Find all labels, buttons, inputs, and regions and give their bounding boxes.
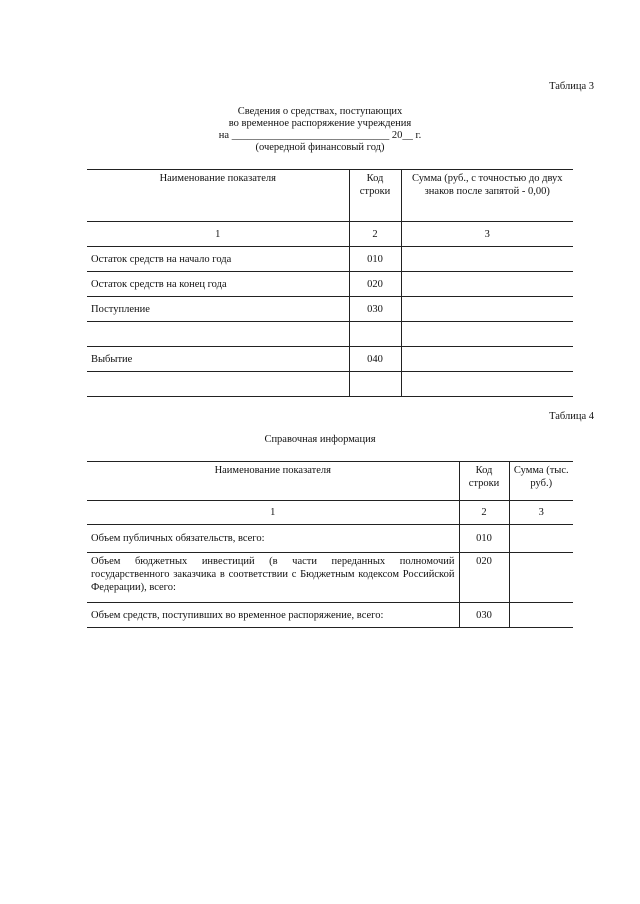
table3-col-sum: Сумма (руб., с точностью до двух знаков после запятой - 0,00) <box>401 170 573 222</box>
table3-col-name: Наименование показателя <box>87 170 349 222</box>
table3-header-row <box>87 170 573 222</box>
row-name: Остаток средств на конец года <box>87 272 349 297</box>
table3-col-code: Код строки <box>349 170 401 222</box>
table4 <box>87 461 573 628</box>
row-name: Остаток средств на начало года <box>87 247 349 272</box>
table4-colnum-1: 1 <box>87 501 459 525</box>
table4-title: Справочная информация <box>264 434 376 445</box>
table-row <box>87 272 573 297</box>
row-name: Поступление <box>87 297 349 322</box>
table-row <box>87 525 573 553</box>
row-sum <box>509 553 573 603</box>
row-sum <box>401 247 573 272</box>
table4-colnum-2: 2 <box>459 501 509 525</box>
row-name: Объем бюджетных инвестиций (в части переданных полномочий государственного заказчика в соответствии с Бюджетным кодексом Российской Федерации), всего: <box>87 553 459 603</box>
row-code: 010 <box>349 247 401 272</box>
table-row <box>87 603 573 628</box>
row-code: 020 <box>459 553 509 603</box>
table3-title <box>150 106 490 154</box>
row-name: Объем публичных обязательств, всего: <box>87 525 459 553</box>
table4-colnum-3: 3 <box>509 501 573 525</box>
table3 <box>87 169 573 397</box>
table4-col-sum: Сумма (тыс. руб.) <box>509 462 573 501</box>
table3-colnum-1: 1 <box>87 222 349 247</box>
table3-number-row <box>87 222 573 247</box>
table3-colnum-3: 3 <box>401 222 573 247</box>
row-sum <box>401 272 573 297</box>
table4-col-name: Наименование показателя <box>87 462 459 501</box>
row-code: 010 <box>459 525 509 553</box>
table4-number-row <box>87 501 573 525</box>
row-sum <box>401 372 573 397</box>
row-name <box>87 322 349 347</box>
table4-label: Таблица 4 <box>549 411 594 422</box>
row-sum <box>401 297 573 322</box>
row-code <box>349 322 401 347</box>
table-row <box>87 553 573 603</box>
table4-col-code: Код строки <box>459 462 509 501</box>
table3-title-line2: во временное распоряжение учреждения <box>228 118 412 129</box>
row-name <box>87 372 349 397</box>
table-row <box>87 372 573 397</box>
row-sum <box>401 347 573 372</box>
row-sum <box>509 603 573 628</box>
table-row <box>87 297 573 322</box>
row-code: 030 <box>349 297 401 322</box>
table3-title-line4: (очередной финансовый год) <box>255 142 385 153</box>
table3-label: Таблица 3 <box>549 81 594 92</box>
table-row <box>87 247 573 272</box>
row-code <box>349 372 401 397</box>
row-code: 020 <box>349 272 401 297</box>
row-name: Выбытие <box>87 347 349 372</box>
table3-title-line3: на ______________________________ 20__ г. <box>218 130 422 141</box>
table-row <box>87 347 573 372</box>
table3-colnum-2: 2 <box>349 222 401 247</box>
row-name: Объем средств, поступивших во временное распоряжение, всего: <box>87 603 459 628</box>
row-sum <box>401 322 573 347</box>
table4-header-row <box>87 462 573 501</box>
row-code: 040 <box>349 347 401 372</box>
row-code: 030 <box>459 603 509 628</box>
row-sum <box>509 525 573 553</box>
table3-title-line1: Сведения о средствах, поступающих <box>237 106 403 117</box>
table-row <box>87 322 573 347</box>
